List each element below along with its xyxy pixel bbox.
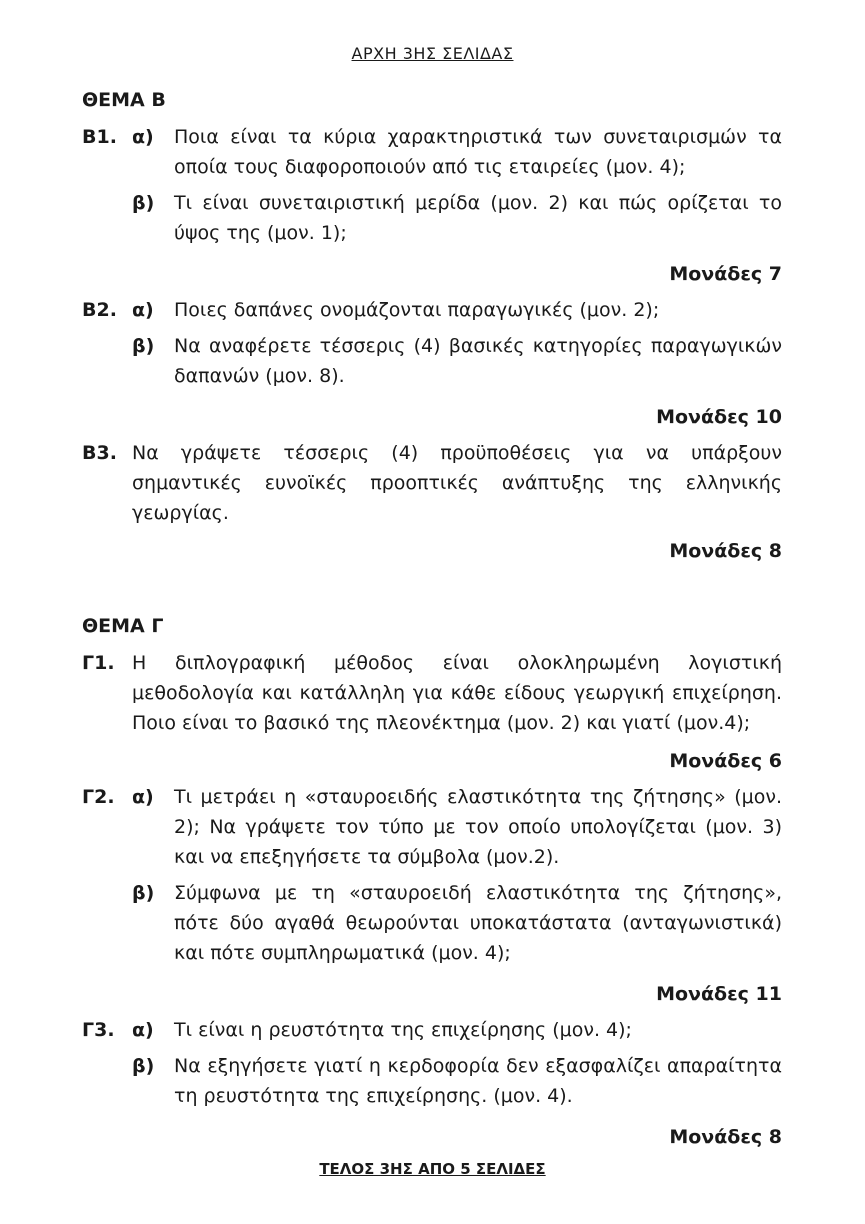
- part-text: Να εξηγήσετε γιατί η κερδοφορία δεν εξασφαλίζει απαραίτητα τη ρευστότητα της επιχείρησης. (μον. 4).: [174, 1055, 782, 1107]
- question-number: Β1.: [82, 126, 117, 148]
- question-part-b: [132, 878, 782, 968]
- question-b3: [82, 438, 782, 528]
- part-label: α): [132, 786, 154, 808]
- part-text: Τι είναι συνεταιριστική μερίδα (μον. 2) και πώς ορίζεται το ύψος της (μον. 1);: [174, 192, 782, 244]
- question-part-b: [132, 188, 782, 248]
- page-header: ΑΡΧΗ 3ΗΣ ΣΕΛΙΔΑΣ: [351, 44, 514, 63]
- part-label: α): [132, 299, 154, 321]
- part-label: β): [132, 882, 155, 904]
- question-c2: [82, 782, 782, 971]
- question-text: Να γράψετε τέσσερις (4) προϋποθέσεις για να υπάρξουν σημαντικές ευνοϊκές προοπτικές ανάπτυξης της ελληνικής γεωργίας.: [132, 442, 782, 524]
- question-b1: [82, 122, 782, 251]
- question-text: Η διπλογραφική μέθοδος είναι ολοκληρωμένη λογιστική μεθοδολογία και κατάλληλη για κάθε είδους γεωργική επιχείρηση. Ποιο είναι το βασικό της πλεονέκτημα (μον. 2) και γιατί (μον.4);: [132, 652, 782, 734]
- part-label: α): [132, 126, 154, 148]
- question-number: Γ2.: [82, 786, 115, 808]
- page-footer: ΤΕΛΟΣ 3ΗΣ ΑΠΟ 5 ΣΕΛΙΔΕΣ: [319, 1160, 546, 1178]
- part-label: β): [132, 192, 155, 214]
- marks-c1: Μονάδες 6: [669, 750, 782, 772]
- question-number: Β3.: [82, 442, 117, 464]
- part-label: β): [132, 335, 155, 357]
- part-text: Να αναφέρετε τέσσερις (4) βασικές κατηγορίες παραγωγικών δαπανών (μον. 8).: [174, 335, 782, 387]
- question-c1: [82, 648, 782, 738]
- part-text: Ποια είναι τα κύρια χαρακτηριστικά των συνεταιρισμών τα οποία τους διαφοροποιούν από τις εταιρείες (μον. 4);: [174, 126, 782, 178]
- question-part-b: [132, 331, 782, 391]
- question-part-a: [132, 295, 782, 325]
- question-part-a: [132, 122, 782, 182]
- marks-b2: Μονάδες 10: [656, 406, 782, 428]
- question-part-b: [132, 1051, 782, 1111]
- section-title-c: ΘΕΜΑ Γ: [82, 615, 164, 637]
- part-label: β): [132, 1055, 155, 1077]
- marks-b1: Μονάδες 7: [669, 263, 782, 285]
- part-text: Τι μετράει η «σταυροειδής ελαστικότητα της ζήτησης» (μον. 2); Να γράψετε τον τύπο με τον οποίο υπολογίζεται (μον. 3) και να επεξηγήσετε τα σύμβολα (μον.2).: [174, 786, 782, 868]
- question-number: Β2.: [82, 299, 117, 321]
- question-part-a: [132, 1015, 782, 1045]
- part-text: Ποιες δαπάνες ονομάζονται παραγωγικές (μον. 2);: [174, 299, 660, 321]
- question-number: Γ3.: [82, 1019, 115, 1041]
- marks-b3: Μονάδες 8: [669, 540, 782, 562]
- question-b2: [82, 295, 782, 394]
- section-title-b: ΘΕΜΑ Β: [82, 89, 166, 111]
- question-number: Γ1.: [82, 652, 115, 674]
- part-text: Τι είναι η ρευστότητα της επιχείρησης (μον. 4);: [174, 1019, 632, 1041]
- part-text: Σύμφωνα με τη «σταυροειδή ελαστικότητα της ζήτησης», πότε δύο αγαθά θεωρούνται υποκατάστατα (ανταγωνιστικά) και πότε συμπληρωματικά (μον. 4);: [174, 882, 782, 964]
- page-content: [82, 86, 782, 1158]
- marks-c3: Μονάδες 8: [669, 1126, 782, 1148]
- marks-c2: Μονάδες 11: [656, 983, 782, 1005]
- part-label: α): [132, 1019, 154, 1041]
- question-part-a: [132, 782, 782, 872]
- question-c3: [82, 1015, 782, 1114]
